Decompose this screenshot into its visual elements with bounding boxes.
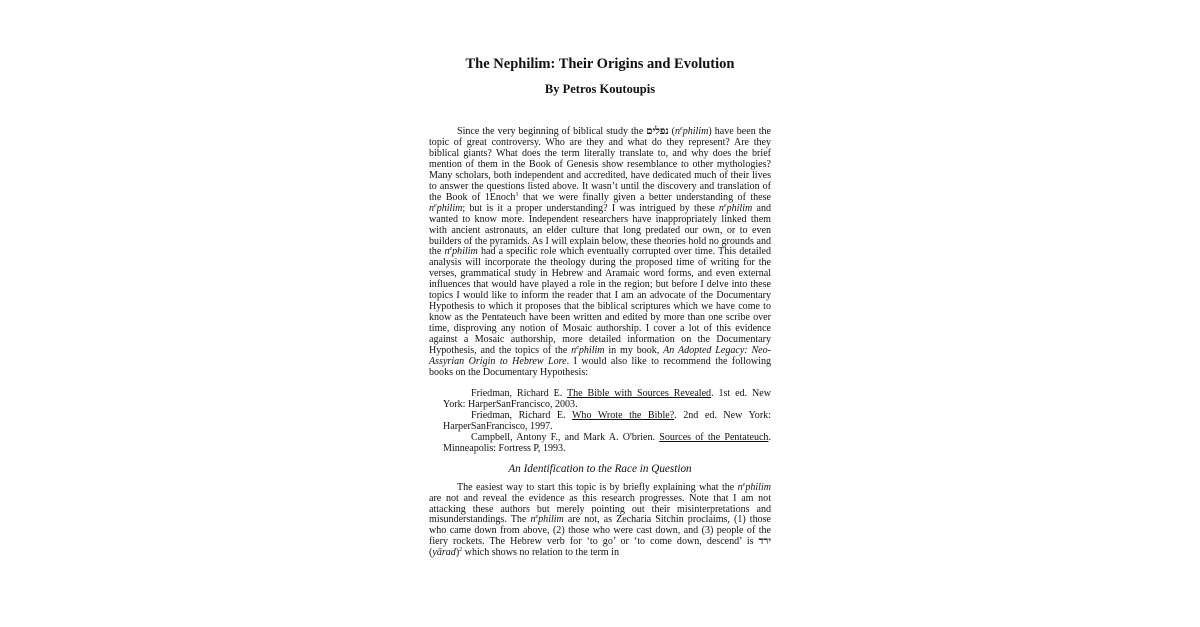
text-run: are not, as Zecharia Sitchin proclaims, (1) those who came down from above, (2) those who were cast down, and (3) people of the fiery rockets. The Hebrew verb for ‘to go’ or ‘to come down, descend’ is: [429, 514, 771, 548]
text-run: ) have been the topic of great controversy. Who are they and what do they represent? Are they biblical giants? What does the term literally translate to, and why does the brief mention of them in the Book of Genesis show resemblance to other mythologies? Many scholars, both independent and accredited, have dedicated much of their lives to answer the questions listed above. It wasn’t until the discovery and translation of the Book of 1Enoch: [429, 126, 771, 203]
text-run: ; but is it a proper understanding? I was intrigued by these: [462, 202, 719, 214]
text-run: and wanted to know more. Independent researchers have inappropriately linked them with ancient astronauts, an elder culture that long predated our own, or to even builders of the pyramids. As I will explain below, these theories hold no grounds and the: [429, 202, 771, 258]
text-run: that we were finally given a better understanding of these: [518, 191, 772, 203]
footnote-marker[interactable]: 1: [515, 191, 519, 198]
book-title: An Adopted Legacy: Neo-Assyrian Origin to Hebrew Lore: [429, 345, 772, 368]
section-heading: An Identification to the Race in Question: [508, 462, 692, 475]
hebrew-yarad: ירד: [758, 536, 771, 548]
text-run: had a specific role which eventually corrupted over time. This detailed analysis will incorporate the theology during the proposed time of writing for the verses, grammatical study in Hebrew and Aramaic word forms, and even external influences that would have played a role in the region; but before I delve into these topics I would like to inform the reader that I am an advocate of the Documentary Hypothesis to which it proposes that the biblical scriptures which we have come to know as the Pentateuch have been written and edited by more than one scribe over time, disproving any notion of Mosaic authorship. I cover a lot of this evidence against a Mosaic authorship, more detailed information on the Documentary Hypothesis, and the topics of the: [429, 246, 771, 357]
text-run: are not and reveal the evidence as this research progresses. Note that I am not attacking these authors but merely pointing out their misinterpretations and misunderstandings. The: [429, 492, 771, 526]
term-nephilim: $n^ephilim$: [675, 126, 709, 137]
reference-title: The Bible with Sources Revealed: [567, 387, 712, 399]
text-run: Since the very beginning of biblical study the: [457, 126, 647, 137]
text-run: . I would also like to recommend the following books on the Documentary Hypothesis:: [429, 356, 771, 378]
term-nephilim: $n^ephilim$: [718, 202, 753, 214]
document-title: The Nephilim: Their Origins and Evolution: [465, 56, 735, 72]
reference-item: Friedman, Richard E. Who Wrote the Bible?. 2nd ed. New York: HarperSanFrancisco, 1997.: [443, 409, 771, 432]
document-body: [429, 127, 771, 559]
term-yarad: yārad: [432, 547, 456, 559]
text-run: (: [429, 547, 433, 559]
intro-paragraph: [429, 127, 771, 379]
reference-item: Friedman, Richard E. The Bible with Sources Revealed. 1st ed. New York: HarperSanFrancisco, 2003.: [443, 387, 771, 410]
term-nephilim: $n^ephilim$: [571, 345, 605, 357]
text-run: The easiest way to start this topic is by briefly explaining what the: [457, 481, 738, 493]
text-run: which shows no relation to the term in: [462, 547, 619, 559]
section-paragraph: [429, 483, 771, 560]
term-nephilim: $n^ephilim$: [429, 202, 463, 214]
term-nephilim: $n^ephilim$: [530, 514, 564, 526]
term-nephilim: $n^ephilim$: [737, 481, 771, 493]
hebrew-nephilim: נפלים: [646, 126, 669, 137]
reference-title: Who Wrote the Bible?: [571, 409, 675, 421]
text-run: (: [668, 126, 676, 137]
reference-title: Sources of the Pentateuch: [659, 431, 769, 443]
reference-list: [429, 389, 771, 455]
term-nephilim: $n^ephilim$: [444, 246, 478, 258]
footnote-marker[interactable]: 2: [459, 547, 463, 554]
text-run: in my book,: [604, 345, 664, 357]
reference-item: Campbell, Antony F., and Mark A. O'brien. Sources of the Pentateuch. Minneapolis: Fortress P, 1993.: [443, 431, 771, 454]
document-author: By Petros Koutoupis: [544, 82, 656, 96]
text-run: ): [455, 547, 460, 559]
